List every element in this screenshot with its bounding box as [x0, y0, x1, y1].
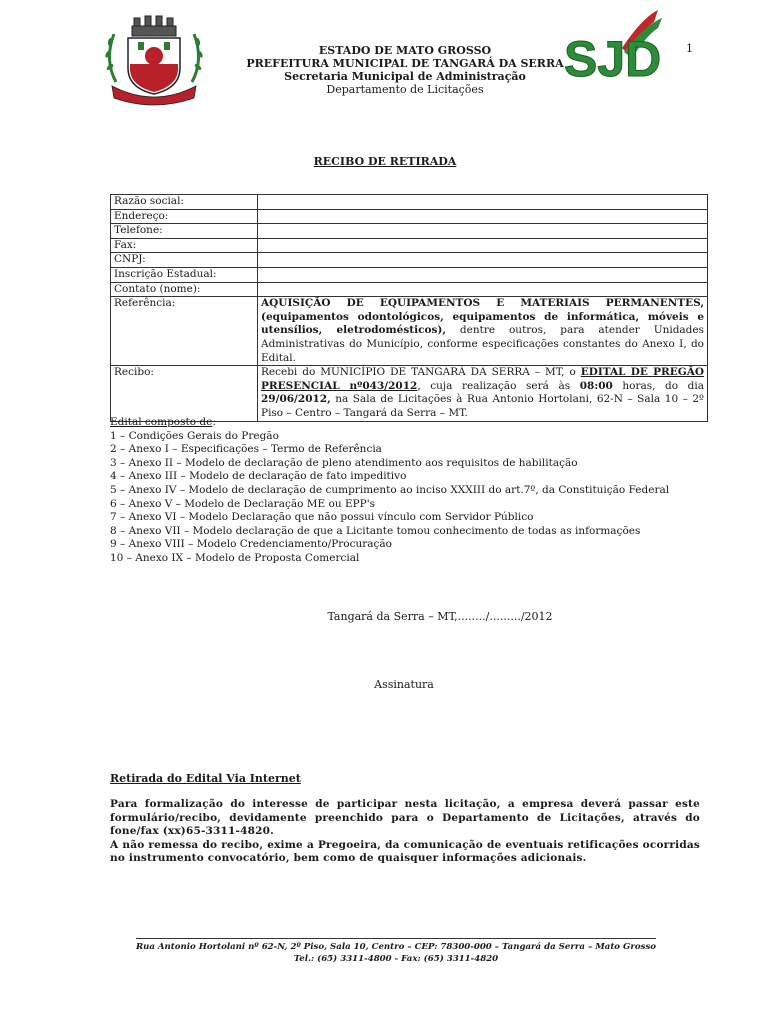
footer: [100, 941, 692, 965]
document-title: RECIBO DE RETIRADA: [313, 155, 457, 168]
header-state: ESTADO DE MATO GROSSO: [318, 44, 492, 57]
referencia-bold: AQUISIÇÃO DE EQUIPAMENTOS E MATERIAIS PERMANENTES, (equipamentos odontológicos, equipamentos de informática, móveis e utensílios, eletrodomésticos),: [261, 297, 704, 337]
label-inscricao-estadual: Inscrição Estadual:: [111, 267, 258, 282]
field-contato[interactable]: [258, 282, 708, 297]
edital-item: 9 – Anexo VIII – Modelo Credenciamento/Procuração: [110, 538, 392, 551]
field-razao-social[interactable]: [258, 195, 708, 210]
edital-heading: [110, 416, 710, 430]
form-row-razao: [111, 195, 708, 210]
edital-heading-colon: :: [212, 416, 216, 428]
edital-item: 2 – Anexo I – Especificações – Termo de Referência: [110, 443, 382, 456]
form-row-recibo: [111, 366, 708, 421]
edital-item: 10 – Anexo IX – Modelo de Proposta Comercial: [110, 551, 360, 564]
field-cnpj[interactable]: [258, 253, 708, 268]
page-number: 1: [686, 42, 693, 55]
form-row-contato: [111, 282, 708, 297]
recibo-part-4: na Sala de Licitações à Rua Antonio Hortolani, 62-N – Sala 10 – 2º Piso – Centro – Tangará da Serra – MT.: [261, 393, 704, 419]
internet-section-body: [110, 798, 700, 866]
field-fax[interactable]: [258, 238, 708, 253]
edital-item: 3 – Anexo II – Modelo de declaração de pleno atendimento aos requisitos de habilitação: [110, 456, 578, 469]
label-cnpj: CNPJ:: [111, 253, 258, 268]
recibo-hora: 08:00: [579, 379, 613, 392]
internet-paragraph-1: Para formalização do interesse de participar nesta licitação, a empresa deverá passar este formulário/recibo, devidamente preenchido para o Departamento de Licitações, através do fone/fax (xx)65-3311-4820.: [110, 798, 700, 838]
edital-item: 5 – Anexo IV – Modelo de declaração de cumprimento ao inciso XXXIII do art.7º, da Constituição Federal: [110, 483, 670, 496]
label-endereco: Endereço:: [111, 209, 258, 224]
form-row-cnpj: [111, 253, 708, 268]
recibo-part-2: , cuja realização será às: [417, 379, 580, 392]
internet-paragraph-2: A não remessa do recibo, exime a Pregoeira, da comunicação de eventuais retificações ocorridas no instrumento convocatório, bem como de quaisquer informações adicionais.: [110, 838, 700, 865]
footer-divider: [136, 938, 656, 939]
edital-heading-text: Edital composto de: [110, 416, 213, 428]
footer-phone: Tel.: (65) 3311-4800 - Fax: (65) 3311-4820: [293, 954, 499, 964]
receipt-form-table: [110, 194, 708, 422]
referencia-text: [258, 297, 708, 366]
footer-address: Rua Antonio Hortolani nº 62-N, 2º Piso, Sala 10, Centro – CEP: 78300-000 – Tangará da Serra – Mato Grosso: [135, 942, 657, 952]
field-endereco[interactable]: [258, 209, 708, 224]
form-row-telefone: [111, 224, 708, 239]
signature-label: Assinatura: [374, 678, 434, 691]
header-prefecture: PREFEITURA MUNICIPAL DE TANGARÁ DA SERRA: [246, 57, 564, 70]
recibo-text: [258, 366, 708, 421]
sjd-logo-text: SJD: [564, 31, 662, 84]
edital-item: 1 – Condições Gerais do Pregão: [110, 429, 279, 442]
label-razao-social: Razão social:: [111, 195, 258, 210]
label-recibo: Recibo:: [111, 366, 258, 421]
internet-section-title: Retirada do Edital Via Internet: [110, 772, 301, 785]
date-line: Tangará da Serra – MT,......../........./2012: [327, 610, 553, 623]
label-referencia: Referência:: [111, 297, 258, 366]
edital-item: 6 – Anexo V – Modelo de Declaração ME ou EPP's: [110, 497, 376, 510]
header-secretariat: Secretaria Municipal de Administração: [284, 70, 526, 83]
recibo-edital: EDITAL DE PREGÃO PRESENCIAL nº043/2012: [261, 366, 704, 392]
form-row-endereco: [111, 209, 708, 224]
municipal-crest-image: [98, 12, 210, 107]
sjd-logo-image: [562, 8, 666, 84]
form-row-fax: [111, 238, 708, 253]
header-department: Departamento de Licitações: [326, 83, 484, 96]
recibo-part-3: horas, do dia: [612, 379, 704, 392]
recibo-part-1: Recebi do MUNICÍPIO DE TANGARÁ DA SERRA – MT, o: [261, 366, 581, 379]
edital-item: 4 – Anexo III – Modelo de declaração de fato impeditivo: [110, 470, 407, 483]
edital-item: 7 – Anexo VI – Modelo Declaração que não possui vínculo com Servidor Público: [110, 511, 534, 524]
form-row-inscricao: [111, 267, 708, 282]
field-inscricao-estadual[interactable]: [258, 267, 708, 282]
label-telefone: Telefone:: [111, 224, 258, 239]
label-contato: Contato (nome):: [111, 282, 258, 297]
recibo-data: 29/06/2012,: [261, 393, 331, 406]
label-fax: Fax:: [111, 238, 258, 253]
edital-composition: [110, 416, 710, 566]
form-row-referencia: [111, 297, 708, 366]
edital-item: 8 – Anexo VII – Modelo declaração de que a Licitante tomou conhecimento de todas as informações: [110, 524, 641, 537]
field-telefone[interactable]: [258, 224, 708, 239]
referencia-rest: dentre outros, para atender Unidades Administrativas do Município, conforme especificações constantes do Anexo I, do Edital.: [261, 324, 704, 364]
